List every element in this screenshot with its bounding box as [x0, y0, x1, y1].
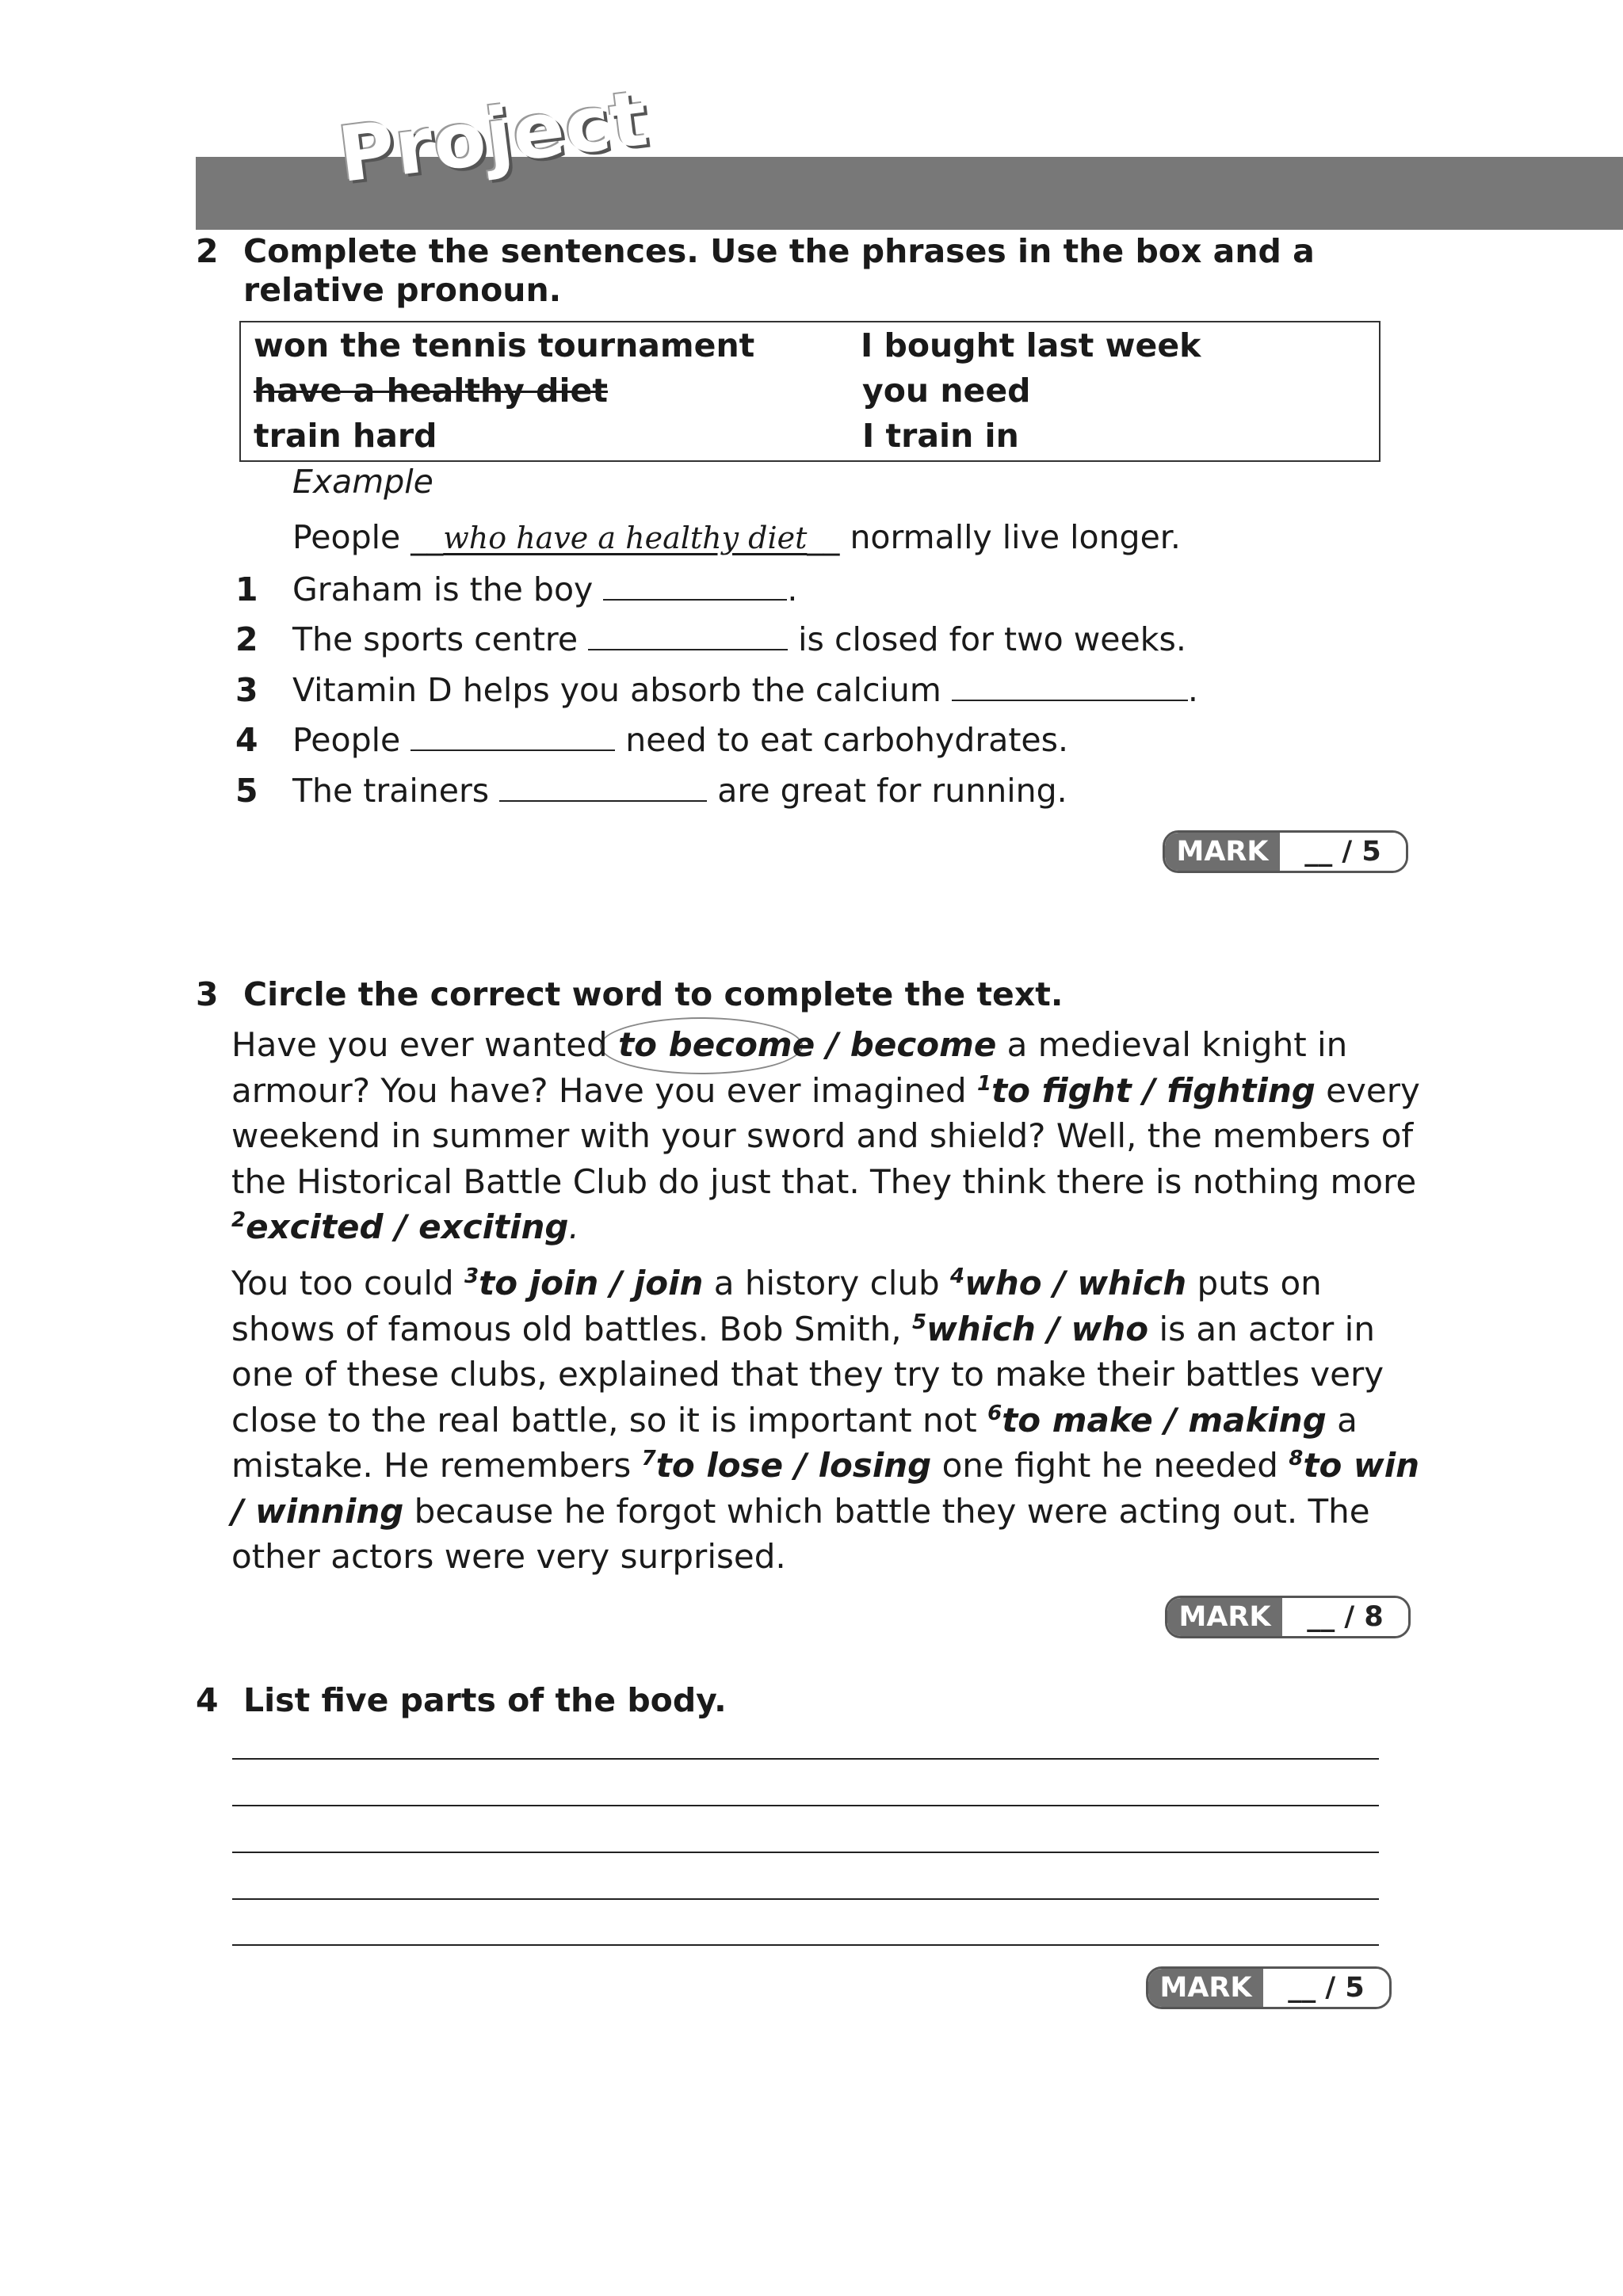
- mark-box-q3: [1165, 1596, 1411, 1638]
- q4-number: 4: [196, 1681, 219, 1719]
- sentence-3: [292, 668, 1198, 712]
- answer-blank[interactable]: [588, 617, 788, 650]
- sentence-text: .: [1187, 671, 1198, 709]
- text: .: [568, 1207, 579, 1246]
- text: because he forgot which battle they were acting out. The: [403, 1491, 1370, 1531]
- text-line: [231, 1489, 1420, 1535]
- sentence-text: The sports centre: [292, 620, 589, 658]
- mark-score[interactable]: __ / 8: [1282, 1598, 1408, 1636]
- item-number: 2: [235, 620, 258, 658]
- q2-instruction: [243, 232, 1315, 310]
- phrase-item: won the tennis tournament: [254, 326, 755, 364]
- example-text: normally live longer.: [839, 518, 1181, 556]
- q4-instruction: List five parts of the body.: [243, 1681, 727, 1719]
- sentence-text: People: [292, 721, 411, 759]
- project-logo: Project: [334, 74, 653, 200]
- option[interactable]: to join / join: [479, 1264, 704, 1302]
- gap-number: 4: [950, 1264, 965, 1288]
- option[interactable]: to win: [1303, 1446, 1420, 1485]
- text: close to the real battle, so it is important not: [231, 1400, 988, 1440]
- mark-box-q4: [1146, 1966, 1392, 2009]
- answer-line-4[interactable]: [232, 1898, 1379, 1900]
- sentence-1: [292, 567, 797, 612]
- text-line: the Historical Battle Club do just that. They think there is nothing more: [231, 1161, 1417, 1201]
- option[interactable]: to fight / fighting: [991, 1070, 1316, 1110]
- text-line: [231, 1398, 1420, 1444]
- option[interactable]: to make / making: [1002, 1400, 1327, 1440]
- text-line: [231, 1022, 1420, 1068]
- sentence-text: need to eat carbohydrates.: [615, 721, 1069, 759]
- text: is an actor in: [1148, 1309, 1375, 1348]
- answer-line-2[interactable]: [232, 1805, 1379, 1806]
- option[interactable]: / winning: [231, 1491, 404, 1531]
- mark-label: MARK: [1165, 833, 1280, 871]
- sentence-4: [292, 718, 1068, 762]
- sentence-text: .: [787, 570, 798, 608]
- phrase-box: [239, 321, 1381, 462]
- item-number: 5: [235, 772, 258, 810]
- text: a: [1326, 1400, 1358, 1440]
- option[interactable]: which / who: [926, 1309, 1149, 1348]
- item-number: 1: [235, 570, 258, 608]
- q3-number: 3: [196, 975, 219, 1013]
- text-line: [231, 1261, 1420, 1306]
- phrase-item: you need: [862, 372, 1031, 410]
- sentence-text: is closed for two weeks.: [788, 620, 1186, 658]
- sentence-text: Vitamin D helps you absorb the calcium: [292, 671, 952, 709]
- q3-paragraph-1: [231, 1022, 1420, 1250]
- option[interactable]: to lose / losing: [655, 1446, 932, 1485]
- text: one fight he needed: [931, 1446, 1289, 1485]
- text-line: [231, 1204, 1420, 1250]
- answer-blank[interactable]: [603, 567, 787, 601]
- text-line: other actors were very surprised.: [231, 1537, 786, 1576]
- example-label: Example: [292, 463, 433, 501]
- q2-instruction-line1: Complete the sentences. Use the phrases in the box and a: [243, 232, 1315, 270]
- text-line: one of these clubs, explained that they try to make their battles very: [231, 1355, 1384, 1394]
- gap-number: 7: [641, 1447, 656, 1470]
- sentence-2: [292, 617, 1186, 662]
- mark-box-q2: [1163, 830, 1408, 873]
- sentence-text: are great for running.: [707, 772, 1067, 810]
- gap-number: 1: [977, 1071, 992, 1096]
- q2-number: 2: [196, 232, 219, 270]
- q3-paragraph-2: [231, 1261, 1420, 1580]
- example-blank: __: [807, 518, 840, 556]
- mark-label: MARK: [1167, 1598, 1282, 1636]
- example-sentence: [292, 515, 1181, 560]
- text-line: weekend in summer with your sword and shield? Well, the members of: [231, 1116, 1414, 1155]
- item-number: 4: [235, 721, 258, 759]
- text-line: [231, 1306, 1420, 1352]
- text: You too could: [231, 1264, 465, 1302]
- answer-blank[interactable]: [499, 769, 707, 802]
- answer-line-3[interactable]: [232, 1852, 1379, 1853]
- text: shows of famous old battles. Bob Smith,: [231, 1309, 912, 1348]
- phrase-item: train hard: [254, 417, 437, 455]
- text: puts on: [1186, 1264, 1322, 1302]
- text: armour? You have? Have you ever imagined: [231, 1070, 978, 1110]
- gap-number: 6: [987, 1401, 1002, 1425]
- answer-line-5[interactable]: [232, 1944, 1379, 1946]
- phrase-item: I bought last week: [861, 326, 1201, 364]
- phrase-item-crossed-out: have a healthy diet: [254, 372, 608, 410]
- mark-score[interactable]: __ / 5: [1263, 1969, 1389, 2007]
- text: a history club: [703, 1264, 951, 1302]
- option[interactable]: excited / exciting: [246, 1207, 569, 1246]
- sentence-text: The trainers: [292, 772, 500, 810]
- answer-blank[interactable]: [411, 718, 615, 751]
- gap-number: 3: [464, 1264, 479, 1288]
- gap-number: 5: [911, 1310, 927, 1334]
- example-blank: __: [411, 518, 444, 556]
- phrase-item: I train in: [862, 417, 1019, 455]
- mark-score[interactable]: __ / 5: [1280, 833, 1406, 871]
- option[interactable]: who / which: [964, 1264, 1187, 1302]
- text: a medieval knight in: [996, 1025, 1348, 1064]
- text-line: [231, 1443, 1420, 1489]
- example-text: People: [292, 518, 411, 556]
- q3-instruction: Circle the correct word to complete the text.: [243, 975, 1064, 1013]
- gap-number: 2: [231, 1208, 246, 1232]
- text: mistake. He remembers: [231, 1446, 642, 1485]
- text: every: [1315, 1070, 1420, 1110]
- answer-line-1[interactable]: [232, 1758, 1379, 1760]
- mark-label: MARK: [1148, 1969, 1263, 2007]
- item-number: 3: [235, 671, 258, 709]
- sentence-text: Graham is the boy: [292, 570, 604, 608]
- option-circled[interactable]: to become: [618, 1025, 815, 1064]
- text: Have you ever wanted: [231, 1025, 619, 1064]
- sentence-5: [292, 769, 1067, 813]
- gap-number: 8: [1289, 1447, 1304, 1470]
- option[interactable]: / become: [815, 1025, 997, 1064]
- example-answer: who have a healthy diet: [443, 521, 808, 555]
- text-line: [231, 1068, 1420, 1114]
- answer-blank[interactable]: [952, 668, 1188, 701]
- q2-instruction-line2: relative pronoun.: [243, 271, 562, 309]
